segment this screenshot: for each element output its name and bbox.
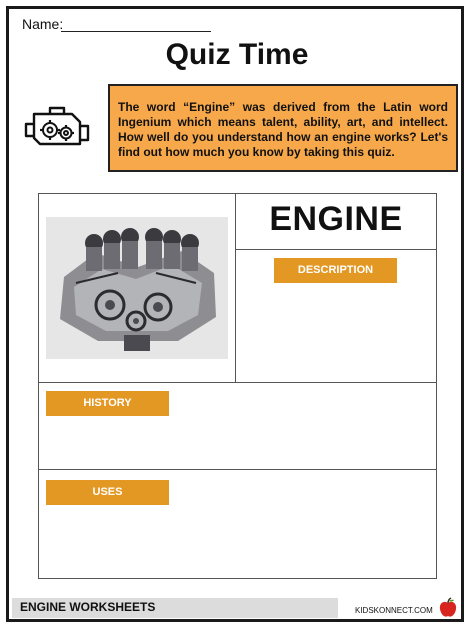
engine-heading: ENGINE (269, 200, 403, 238)
name-input-line[interactable] (61, 31, 211, 32)
engine-photo (46, 217, 228, 359)
description-label: DESCRIPTION (274, 258, 397, 283)
page-title: Quiz Time (165, 38, 309, 71)
grid-divider (38, 469, 437, 470)
footer-title: ENGINE WORKSHEETS (20, 600, 156, 614)
engine-gears-icon (20, 100, 100, 156)
apple-icon (437, 597, 459, 619)
brand-text: KIDSKONNECT.COM (355, 606, 433, 615)
name-label: Name: (22, 16, 64, 32)
grid-divider (38, 382, 437, 383)
intro-text-box: The word “Engine” was derived from the Latin word Ingenium which means talent, ability, art, and intellect. How well do you understand how an engine works? Let's find out how much you know by taking this quiz. (108, 84, 458, 172)
uses-label: USES (46, 480, 169, 505)
history-label: HISTORY (46, 391, 169, 416)
grid-divider (235, 249, 437, 250)
